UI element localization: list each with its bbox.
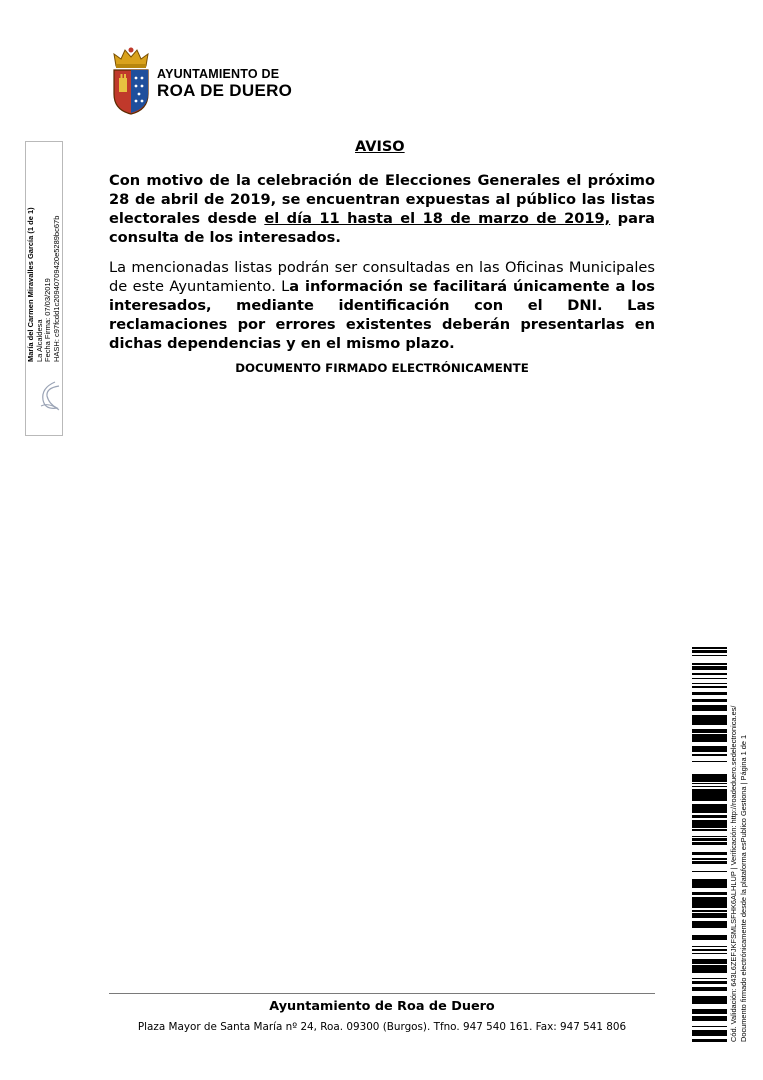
electronically-signed-label: DOCUMENTO FIRMADO ELECTRÓNICAMENTE bbox=[235, 361, 529, 375]
footer-organization: Ayuntamiento de Roa de Duero bbox=[269, 999, 495, 1014]
p1-text-a: Con motivo de la celebración de Elecciones Generales el próximo 28 de abril de 2019, se encuentran expuestas al público las listas electorales desde bbox=[109, 172, 655, 227]
org-name-line1: AYUNTAMIENTO DE bbox=[157, 67, 280, 81]
p2-text-b: a información se facilitará únicamente a los interesados, mediante identificación con el DNI. Las reclamaciones por errores existentes deberán presentarlas en dichas dependencias y en el mismo plazo. bbox=[109, 278, 655, 352]
coat-of-arms-logo bbox=[110, 44, 152, 116]
notice-paragraph-1 bbox=[109, 171, 655, 247]
p1-date-range: el día 11 hasta el 18 de marzo de 2019, bbox=[264, 210, 611, 227]
signer-role: La Alcaldesa bbox=[34, 319, 44, 362]
signature-details bbox=[26, 207, 63, 362]
organization-brand bbox=[157, 67, 292, 101]
p2-text-a: La mencionadas listas podrán ser consultadas en las Oficinas Municipales de este Ayuntamiento. L bbox=[109, 259, 655, 295]
validation-barcode bbox=[692, 647, 727, 1042]
verification-text bbox=[729, 642, 751, 1042]
verification-code: Cód. Validación: 643L6ZEFJKFSMLSFHK6ALHLUP | Verificación: http://roadeduero.sedelectronica.es/ bbox=[729, 705, 738, 1042]
signature-hash: HASH: c97fcdd1c20940709420e5289bc67b bbox=[51, 215, 61, 362]
footer-address: Plaza Mayor de Santa María nº 24, Roa. 09300 (Burgos). Tfno. 947 540 161. Fax: 947 541 806 bbox=[137, 1021, 627, 1033]
notice-title: AVISO bbox=[355, 139, 405, 155]
notice-paragraph-2 bbox=[109, 258, 655, 353]
p1-text-c: para consulta de los interesados. bbox=[109, 210, 655, 246]
signature-scribble-icon bbox=[35, 378, 63, 414]
signer-name: María del Carmen Miravalles García (1 de 1) bbox=[26, 207, 35, 362]
signature-date: Fecha Firma: 07/03/2019 bbox=[43, 278, 53, 362]
footer-divider bbox=[109, 993, 655, 994]
verification-platform: Documento firmado electrónicamente desde la plataforma esPublico Gestiona | Página 1 de 1 bbox=[738, 734, 748, 1042]
org-name-line2: ROA DE DUERO bbox=[157, 81, 293, 100]
